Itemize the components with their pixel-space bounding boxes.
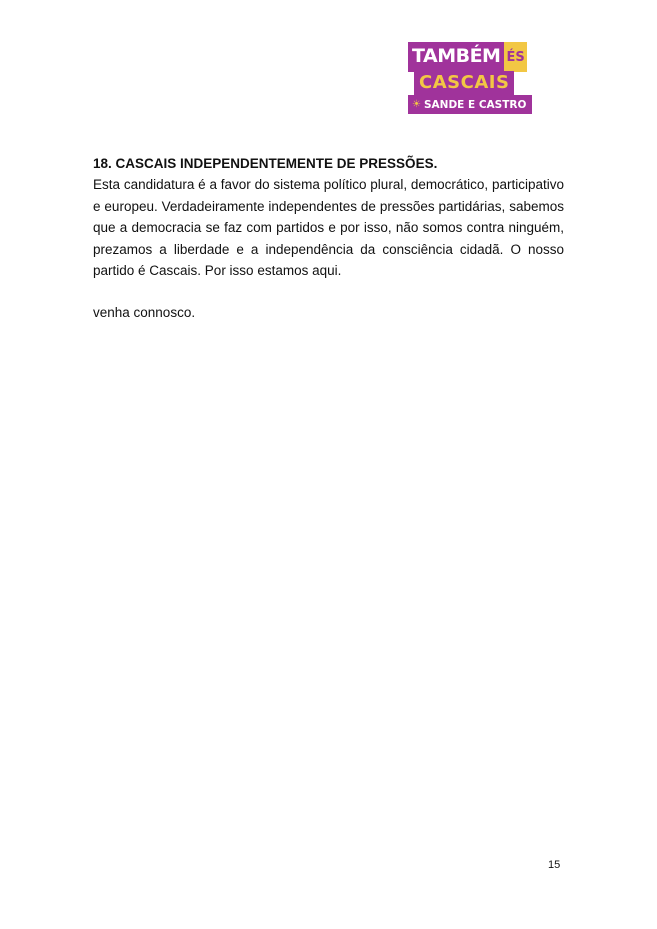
closing-line: venha connosco. [93,305,196,321]
section-paragraph: Esta candidatura é a favor do sistema político plural, democrático, participativo e europeu. Verdadeiramente independentes de pressões partidárias, sabemos que a democracia se faz com partidos e por isso, não somos contra ninguém, prezamos a liberdade e a independência da consciência cidadã. O nosso partido é Cascais. Por isso estamos aqui. [93,177,564,279]
document-body [93,153,564,324]
logo-tambem-text: TAMBÉM [408,42,504,72]
logo-cascais-text: CASCAIS [414,71,514,95]
logo-top-row [408,42,527,72]
logo-bottom-row [408,95,532,114]
page-number: 15 [548,859,561,871]
campaign-logo [408,42,527,114]
logo-sande-text: SANDE E CASTRO [423,98,527,111]
logo-es-text: ÉS [504,42,526,72]
section-title: 18. CASCAIS INDEPENDENTEMENTE DE PRESSÕES. [93,156,438,171]
sun-icon: ☀ [412,99,421,110]
